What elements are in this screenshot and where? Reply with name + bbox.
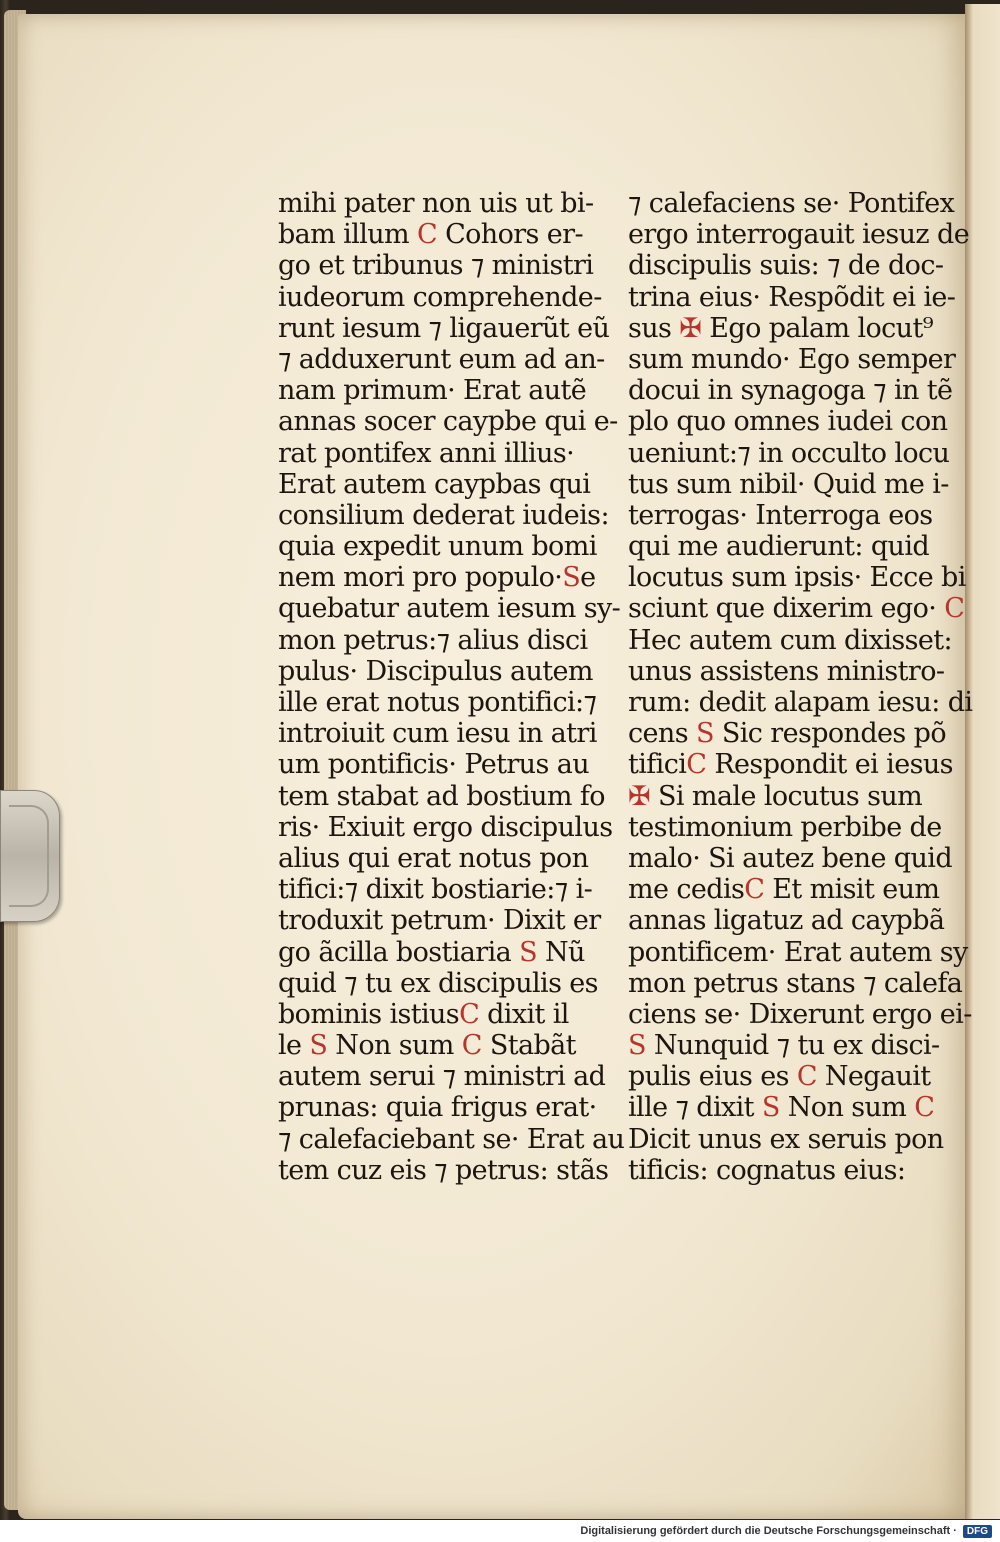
text-line bbox=[278, 312, 610, 344]
text-line bbox=[628, 375, 953, 407]
rubric-mark: S bbox=[761, 1092, 780, 1124]
text-line bbox=[628, 312, 933, 344]
text-segment: Negauit bbox=[816, 1061, 931, 1093]
text-segment: nem mori pro populo· bbox=[278, 562, 563, 594]
text-segment: annas ligatuz ad caypbã bbox=[628, 905, 945, 937]
text-line bbox=[278, 375, 587, 407]
text-segment: iudeorum comprehende- bbox=[278, 281, 602, 313]
text-line bbox=[628, 343, 956, 375]
text-line bbox=[278, 188, 594, 219]
text-line bbox=[628, 842, 952, 874]
text-line bbox=[278, 499, 609, 531]
text-line bbox=[628, 1092, 935, 1124]
text-segment: plo quo omnes iudei con bbox=[628, 406, 948, 438]
text-segment: Si male locutus sum bbox=[650, 780, 923, 812]
text-segment: quebatur autem iesum sy- bbox=[278, 593, 621, 625]
text-line bbox=[628, 624, 953, 656]
text-segment: tificis: cognatus eius: bbox=[628, 1154, 906, 1186]
text-segment: Respondit ei iesus bbox=[706, 749, 953, 781]
text-segment: qui me audierunt: quid bbox=[628, 531, 930, 563]
text-line bbox=[278, 967, 598, 999]
rubric-mark: C bbox=[796, 1061, 817, 1093]
text-line bbox=[628, 1123, 944, 1155]
text-segment: mon petrus:⁊ alius disci bbox=[278, 624, 588, 656]
text-line bbox=[628, 687, 973, 718]
text-segment: troduxit petrum· Dixit er bbox=[278, 905, 601, 937]
facing-page-edge bbox=[965, 4, 1000, 1519]
text-line bbox=[628, 188, 955, 219]
text-line bbox=[278, 811, 613, 843]
text-segment: le bbox=[278, 1030, 310, 1062]
rubric-mark: C bbox=[944, 593, 965, 625]
text-segment: sum mundo· Ego semper bbox=[628, 343, 956, 375]
text-line bbox=[278, 1123, 625, 1155]
text-line bbox=[278, 1154, 609, 1186]
text-segment: testimonium perbibe de bbox=[628, 811, 942, 843]
text-segment: e bbox=[580, 562, 596, 594]
text-segment: Dicit unus ex seruis pon bbox=[628, 1123, 944, 1155]
text-line bbox=[628, 531, 928, 562]
text-line bbox=[628, 1061, 931, 1093]
text-line bbox=[628, 655, 945, 687]
text-line bbox=[628, 749, 953, 781]
text-line bbox=[278, 874, 593, 906]
text-line bbox=[278, 999, 578, 1030]
text-segment: rum: dedit alapam iesu: di bbox=[628, 687, 973, 718]
text-segment: Nũ bbox=[537, 936, 585, 968]
text-segment: Stabãt bbox=[481, 1030, 576, 1062]
text-segment: unus assistens ministro- bbox=[628, 655, 945, 687]
text-line bbox=[628, 781, 928, 812]
text-line bbox=[278, 343, 605, 375]
text-line bbox=[278, 250, 594, 282]
text-line bbox=[628, 874, 940, 906]
text-segment: annas socer caypbe qui e- bbox=[278, 406, 618, 438]
text-line bbox=[278, 842, 589, 874]
text-segment: locutus sum ipsis· Ecce bi bbox=[628, 562, 966, 594]
text-segment: discipulis suis: ⁊ de doc- bbox=[628, 250, 944, 282]
text-segment: um pontificis· Petrus au bbox=[278, 749, 589, 781]
text-segment: pulis eius es bbox=[628, 1061, 797, 1093]
text-segment: ueniunt:⁊ in occulto locu bbox=[628, 437, 950, 469]
text-segment: docui in synagoga ⁊ in tẽ bbox=[628, 375, 953, 407]
book-clip bbox=[0, 790, 60, 922]
text-segment: Sic respondes põ bbox=[713, 718, 946, 750]
text-segment: Hec autem cum dixisset: bbox=[628, 624, 953, 656]
text-line bbox=[278, 905, 601, 937]
text-column-right bbox=[628, 188, 973, 1186]
text-column-left bbox=[278, 188, 625, 1186]
text-segment: Erat autem caypbas qui bbox=[278, 468, 591, 500]
text-line bbox=[628, 468, 949, 500]
text-segment: terrogas· Interroga eos bbox=[628, 499, 933, 531]
text-segment: autem serui ⁊ ministri ad bbox=[278, 1061, 606, 1093]
text-segment: Ego palam locut⁹ bbox=[701, 312, 933, 344]
text-line bbox=[278, 687, 597, 718]
rubric-mark: C bbox=[417, 219, 438, 251]
text-segment: go ãcilla bostiaria bbox=[278, 936, 520, 968]
text-segment: tifici:⁊ dixit bostiarie:⁊ i- bbox=[278, 874, 593, 906]
rubric-mark: C bbox=[744, 874, 765, 906]
rubric-mark: C bbox=[461, 1030, 482, 1062]
text-line bbox=[628, 718, 946, 750]
rubric-mark: S bbox=[628, 1030, 646, 1062]
text-line bbox=[278, 531, 597, 563]
text-line bbox=[278, 936, 585, 968]
text-segment: ergo interrogauit iesuz de bbox=[628, 219, 970, 251]
text-segment: ciens se· Dixerunt ergo ei- bbox=[628, 998, 972, 1030]
text-line bbox=[278, 718, 597, 750]
text-segment: prunas: quia frigus erat· bbox=[278, 1092, 597, 1124]
text-line bbox=[278, 281, 602, 313]
text-line bbox=[628, 406, 948, 438]
rubric-mark: C bbox=[459, 998, 480, 1030]
rubric-mark: C bbox=[686, 749, 707, 781]
text-line bbox=[628, 1155, 928, 1186]
text-segment: ris· Exiuit ergo discipulus bbox=[278, 811, 613, 843]
text-segment: bam illum bbox=[278, 219, 418, 251]
text-line bbox=[628, 437, 950, 469]
text-segment: tem cuz eis ⁊ petrus: stãs bbox=[278, 1154, 609, 1186]
text-line bbox=[278, 438, 578, 469]
text-line bbox=[278, 562, 596, 594]
text-segment: runt iesum ⁊ ligauerũt eũ bbox=[278, 312, 610, 344]
text-line bbox=[628, 250, 944, 282]
text-line bbox=[278, 780, 605, 812]
text-line bbox=[278, 1061, 606, 1093]
text-segment: ⁊ calefaciens se· Pontifex bbox=[628, 188, 955, 219]
text-segment: trina eius· Respõdit ei ie- bbox=[628, 281, 956, 313]
text-segment: alius qui erat notus pon bbox=[278, 842, 589, 874]
text-line bbox=[628, 593, 965, 625]
text-segment: Nunquid ⁊ tu ex disci- bbox=[645, 1030, 940, 1062]
text-line bbox=[628, 936, 968, 968]
text-segment: ⁊ calefaciebant se· Erat au bbox=[278, 1123, 625, 1155]
text-line bbox=[628, 967, 963, 999]
text-line bbox=[278, 406, 618, 438]
text-line bbox=[628, 499, 933, 531]
text-segment: sus bbox=[628, 312, 680, 344]
text-segment: Cohors er- bbox=[437, 219, 584, 251]
text-segment: ⁊ adduxerunt eum ad an- bbox=[278, 343, 605, 375]
text-line bbox=[278, 1092, 597, 1124]
text-segment: pulus· Discipulus autem bbox=[278, 655, 593, 687]
text-segment: sciunt que dixerim ego· bbox=[628, 593, 945, 625]
text-segment: tifici bbox=[628, 749, 687, 781]
text-segment: tem stabat ad bostium fo bbox=[278, 780, 605, 812]
text-line bbox=[628, 1030, 940, 1062]
text-line bbox=[628, 905, 945, 937]
text-line bbox=[628, 998, 972, 1030]
rubric-mark: ✠ bbox=[679, 312, 702, 344]
text-segment: nam primum· Erat autẽ bbox=[278, 375, 587, 407]
text-segment: consilium dederat iudeis: bbox=[278, 499, 609, 531]
text-segment: pontificem· Erat autem sy bbox=[628, 936, 968, 968]
text-segment: mihi pater non uis ut bi- bbox=[278, 188, 594, 219]
text-line bbox=[278, 1030, 578, 1061]
rubric-mark: S bbox=[562, 562, 581, 594]
text-segment: Et misit eum bbox=[764, 874, 940, 906]
text-segment: cens bbox=[628, 718, 696, 750]
text-segment: quia expedit unum bomi bbox=[278, 531, 597, 563]
rubric-mark: S bbox=[309, 1030, 328, 1062]
text-segment: quid ⁊ tu ex discipulis es bbox=[278, 967, 598, 999]
dfg-logo: DFG bbox=[963, 1525, 992, 1538]
text-segment: ille ⁊ dixit bbox=[628, 1092, 762, 1124]
text-segment: Non sum bbox=[779, 1092, 915, 1124]
text-segment: mon petrus stans ⁊ calefa bbox=[628, 967, 963, 999]
rubric-mark: S bbox=[695, 718, 714, 750]
text-segment: introiuit cum iesu in atri bbox=[278, 718, 597, 750]
text-segment: Non sum bbox=[327, 1030, 462, 1062]
text-segment: malo· Si autez bene quid bbox=[628, 842, 952, 874]
text-line bbox=[278, 219, 584, 251]
text-segment: tus sum nibil· Quid me i- bbox=[628, 468, 949, 500]
text-line bbox=[278, 468, 591, 500]
text-segment: rat pontifex anni illius· bbox=[278, 437, 575, 469]
text-segment: bominis istius bbox=[278, 998, 460, 1030]
text-line bbox=[278, 593, 621, 625]
text-line bbox=[278, 749, 589, 781]
text-line bbox=[628, 219, 970, 251]
footer-credit: Digitalisierung gefördert durch die Deutsche Forschungsgemeinschaft · bbox=[580, 1525, 957, 1537]
rubric-mark: S bbox=[519, 936, 538, 968]
text-segment: dixit il bbox=[479, 998, 569, 1030]
text-segment: go et tribunus ⁊ ministri bbox=[278, 250, 594, 282]
digitization-footer bbox=[0, 1520, 1000, 1542]
text-line bbox=[628, 562, 966, 594]
text-line bbox=[628, 281, 956, 313]
text-line bbox=[628, 811, 942, 843]
text-line bbox=[278, 655, 593, 687]
text-line bbox=[278, 624, 588, 656]
text-segment: me cedis bbox=[628, 874, 745, 906]
text-segment: ille erat notus pontifici:⁊ bbox=[278, 687, 597, 718]
rubric-mark: ✠ bbox=[628, 780, 651, 812]
rubric-mark: C bbox=[914, 1092, 935, 1124]
